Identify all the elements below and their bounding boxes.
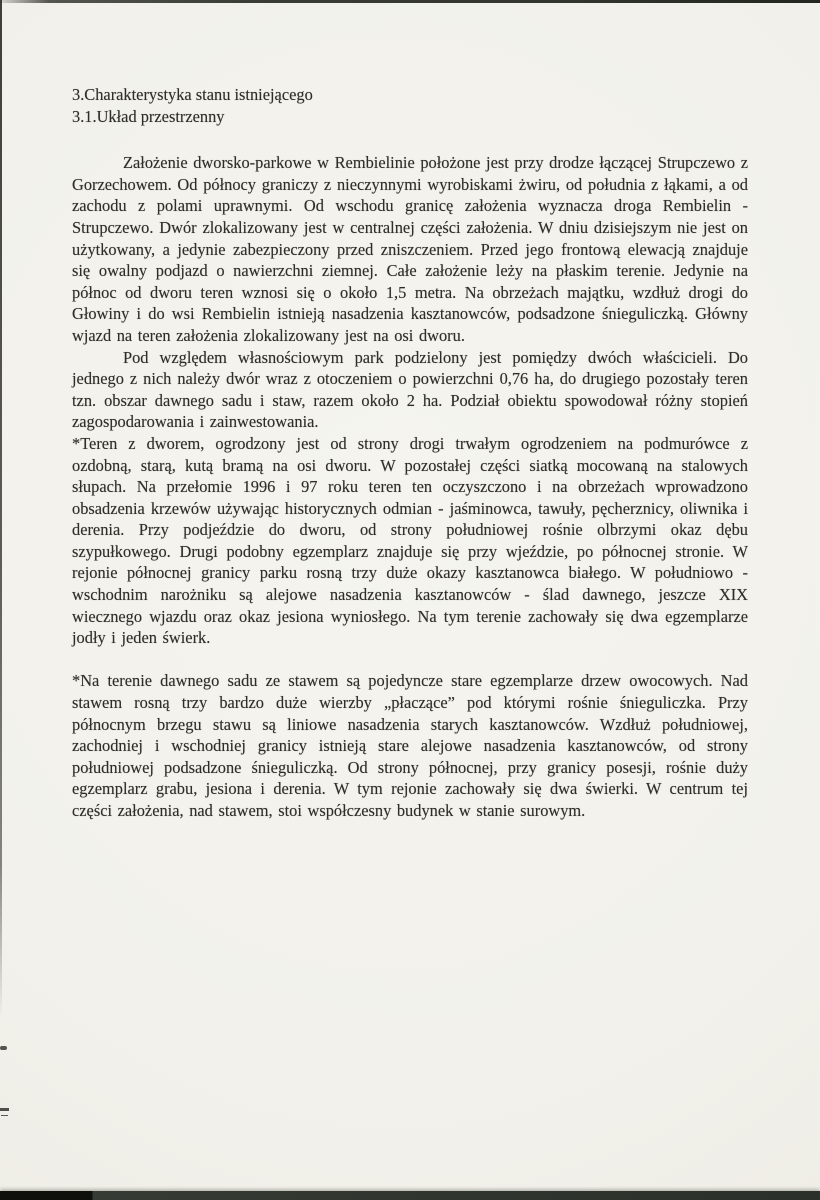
scan-edge-left [0,0,2,1018]
scan-edge-top [0,0,820,3]
paragraph: *Teren z dworem, ogrodzony jest od strony drogi trwałym ogrodzeniem na podmurówce z ozdobną, starą, kutą bramą na osi dworu. W pozostałej części siatką mocowaną na stalowych słupach. Na przełomie 1996 i 97 roku teren ten oczyszczono i na obrzeżach wprowadzono obsadzenia krzewów używając historycznych odmian - jaśminowca, tawuły, pęcherznicy, oliwnika i derenia. Przy podjeździe do dworu, od strony południowej rośnie olbrzymi okaz dębu szypułkowego. Drugi podobny egzemplarz znajduje się przy wjeździe, po północnej stronie. W rejonie północnej granicy parku rosną trzy duże okazy kasztanowca białego. W południowo - wschodnim narożniku są alejowe nasadzenia kasztanowców - ślad dawnego, jeszcze XIX wiecznego wjazdu oraz okaz jesiona wyniosłego. Na tym terenie zachowały się dwa egzemplarze jodły i jeden świerk. [72,433,748,648]
paragraph: *Na terenie dawnego sadu ze stawem są pojedyncze stare egzemplarze drzew owocowych. Nad stawem rosną trzy bardzo duże wierzby „płaczące” pod którymi rośnie śnieguliczka. Przy północnym brzegu stawu są liniowe nasadzenia starych kasztanowców. Wzdłuż południowej, zachodniej i wschodniej granicy istnieją stare alejowe nasadzenia kasztanowców, od strony południowej podsadzone śnieguliczką. Od strony północnej, przy granicy posesji, rośnie duży egzemplarz grabu, jesiona i derenia. W tym rejonie zachowały się dwa świerki. W centrum tej części założenia, nad stawem, stoi współczesny budynek w stanie surowym. [72,671,748,820]
scan-speck [0,1046,7,1050]
paragraph: Założenie dworsko-parkowe w Rembielinie położone jest przy drodze łączącej Strupczewo z Gorzechowem. Od północy graniczy z nieczynnymi wyrobiskami żwiru, od południa z łąkami, a od zachodu z polami uprawnymi. Od wschodu granicę założenia wyznacza droga Rembielin - Strupczewo. Dwór zlokalizowany jest w centralnej części założenia. W dniu dzisiejszym nie jest on użytkowany, a jedynie zabezpieczony przed zniszczeniem. Przed jego frontową elewacją znajduje się owalny podjazd o nawierzchni ziemnej. Całe założenie leży na płaskim terenie. Jedynie na północ od dworu teren wznosi się o około 1,5 metra. Na obrzeżach majątku, wzdłuż drogi do Głowiny i do wsi Rembielin istnieją nasadzenia kasztanowców, podsadzone śnieguliczką. Główny wjazd na teren założenia zlokalizowany jest na osi dworu. [72,153,748,345]
subsection-heading: 3.1.Układ przestrzenny [72,106,225,126]
scan-speck [0,1108,9,1111]
document-content [72,84,748,822]
paragraph: Pod względem własnościowym park podzielony jest pomiędzy dwóch właścicieli. Do jednego z nich należy dwór wraz z otoczeniem o powierzchni 0,76 ha, do drugiego pozostały teren tzn. obszar dawnego sadu i staw, razem około 2 ha. Podział obiektu spowodował różny stopień zagospodarowania i zainwestowania. [72,347,748,432]
body-text [72,152,748,821]
section-heading: 3.Charakterystyka stanu istniejącego [72,85,313,104]
scan-edge-bottom [0,1191,820,1200]
